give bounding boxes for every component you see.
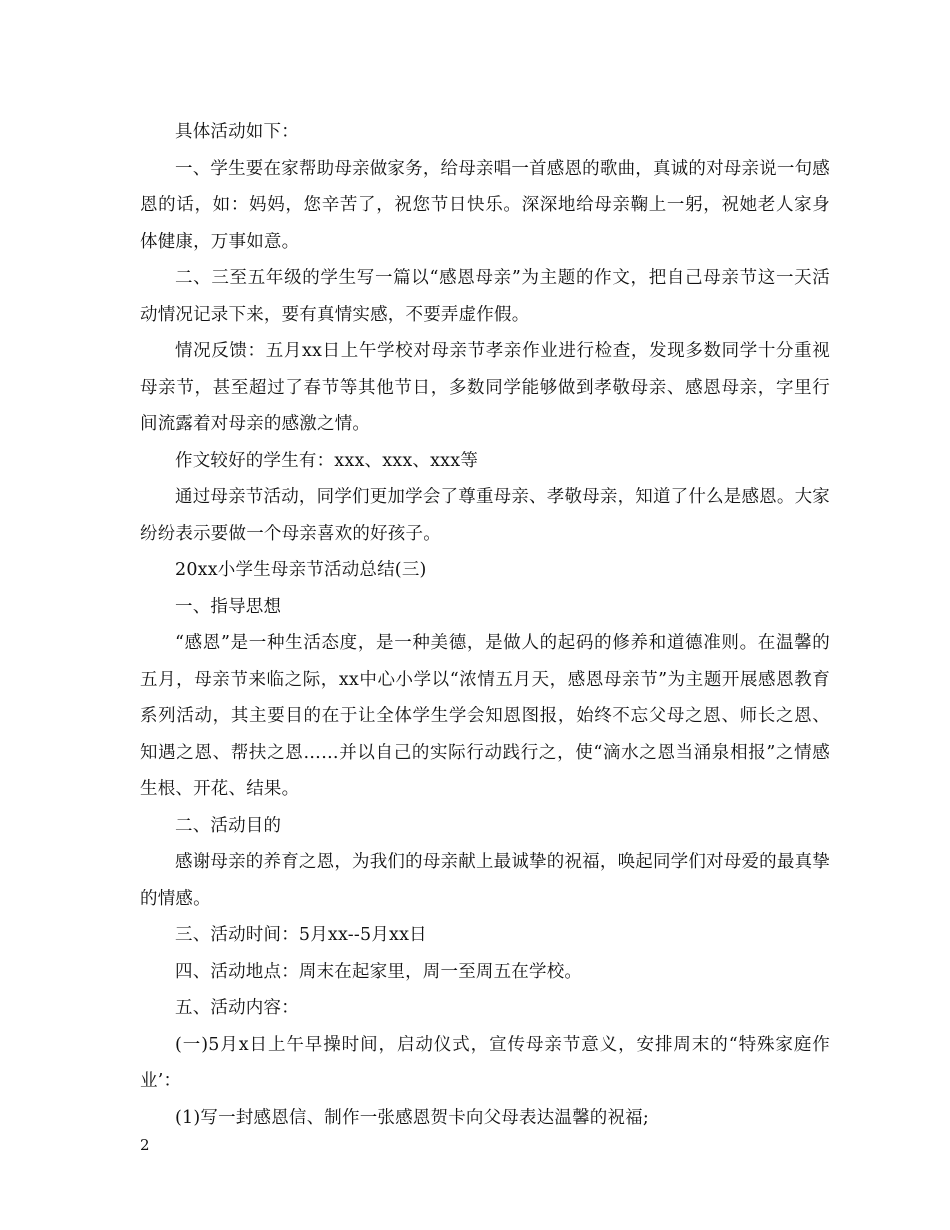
heading-guiding-idea: 一、指导思想 [175,596,282,617]
paragraph-activity-time: 三、活动时间：5月xx--5月xx日 [175,925,427,945]
paragraph-content-item-one: (一)5月x日上午早操时间，启动仪式，宣传母亲节意义，安排周末的“特殊家庭作业’： [140,1034,830,1091]
paragraph-content-subitem-one: (1)写一封感恩信、制作一张感恩贺卡向父母表达温馨的祝福; [175,1107,649,1128]
heading-activity-purpose: 二、活动目的 [175,815,282,836]
paragraph-guiding-idea: “感恩”是一种生活态度，是一种美德，是做人的起码的修养和道德准则。在温馨的五月，母亲节来临之际，xx中心小学以“浓情五月天，感恩母亲节”为主题开展感恩教育系列活动，其主要目的在于让全体学生学会知恩图报，始终不忘父母之恩、师长之恩、知遇之恩、帮扶之恩……并以自己的实际行动践行之，使“滴水之恩当涌泉相报”之情感生根、开花、结果。 [140,633,830,799]
paragraph-activities-intro: 具体活动如下： [175,122,299,142]
heading-activity-content: 五、活动内容： [175,998,299,1018]
paragraph-good-essays: 作文较好的学生有：xxx、xxx、xxx等 [175,450,479,471]
paragraph-feedback: 情况反馈：五月xx日上午学校对母亲节孝亲作业进行检查，发现多数同学十分重视母亲节，甚至超过了春节等其他节日，多数同学能够做到孝敬母亲、感恩母亲，字里行间流露着对母亲的感激之情。 [140,341,830,434]
paragraph-item-two: 二、三至五年级的学生写一篇以“感恩母亲”为主题的作文，把自己母亲节这一天活动情况记录下来，要有真情实感，不要弄虚作假。 [140,268,830,325]
paragraph-activity-purpose: 感谢母亲的养育之恩，为我们的母亲献上最诚挚的祝福，唤起同学们对母爱的最真挚的情感。 [140,852,830,909]
section-title-summary-three: 20xx小学生母亲节活动总结(三) [175,560,427,580]
paragraph-conclusion: 通过母亲节活动，同学们更加学会了尊重母亲、孝敬母亲，知道了什么是感恩。大家纷纷表示要做一个母亲喜欢的好孩子。 [140,487,830,544]
document-body [140,114,830,1136]
paragraph-activity-location: 四、活动地点：周末在起家里，周一至周五在学校。 [175,961,583,982]
page-number: 2 [140,1136,150,1154]
paragraph-item-one: 一、学生要在家帮助母亲做家务，给母亲唱一首感恩的歌曲，真诚的对母亲说一句感恩的话，如：妈妈，您辛苦了，祝您节日快乐。深深地给母亲鞠上一躬，祝她老人家身体健康，万事如意。 [140,158,830,252]
